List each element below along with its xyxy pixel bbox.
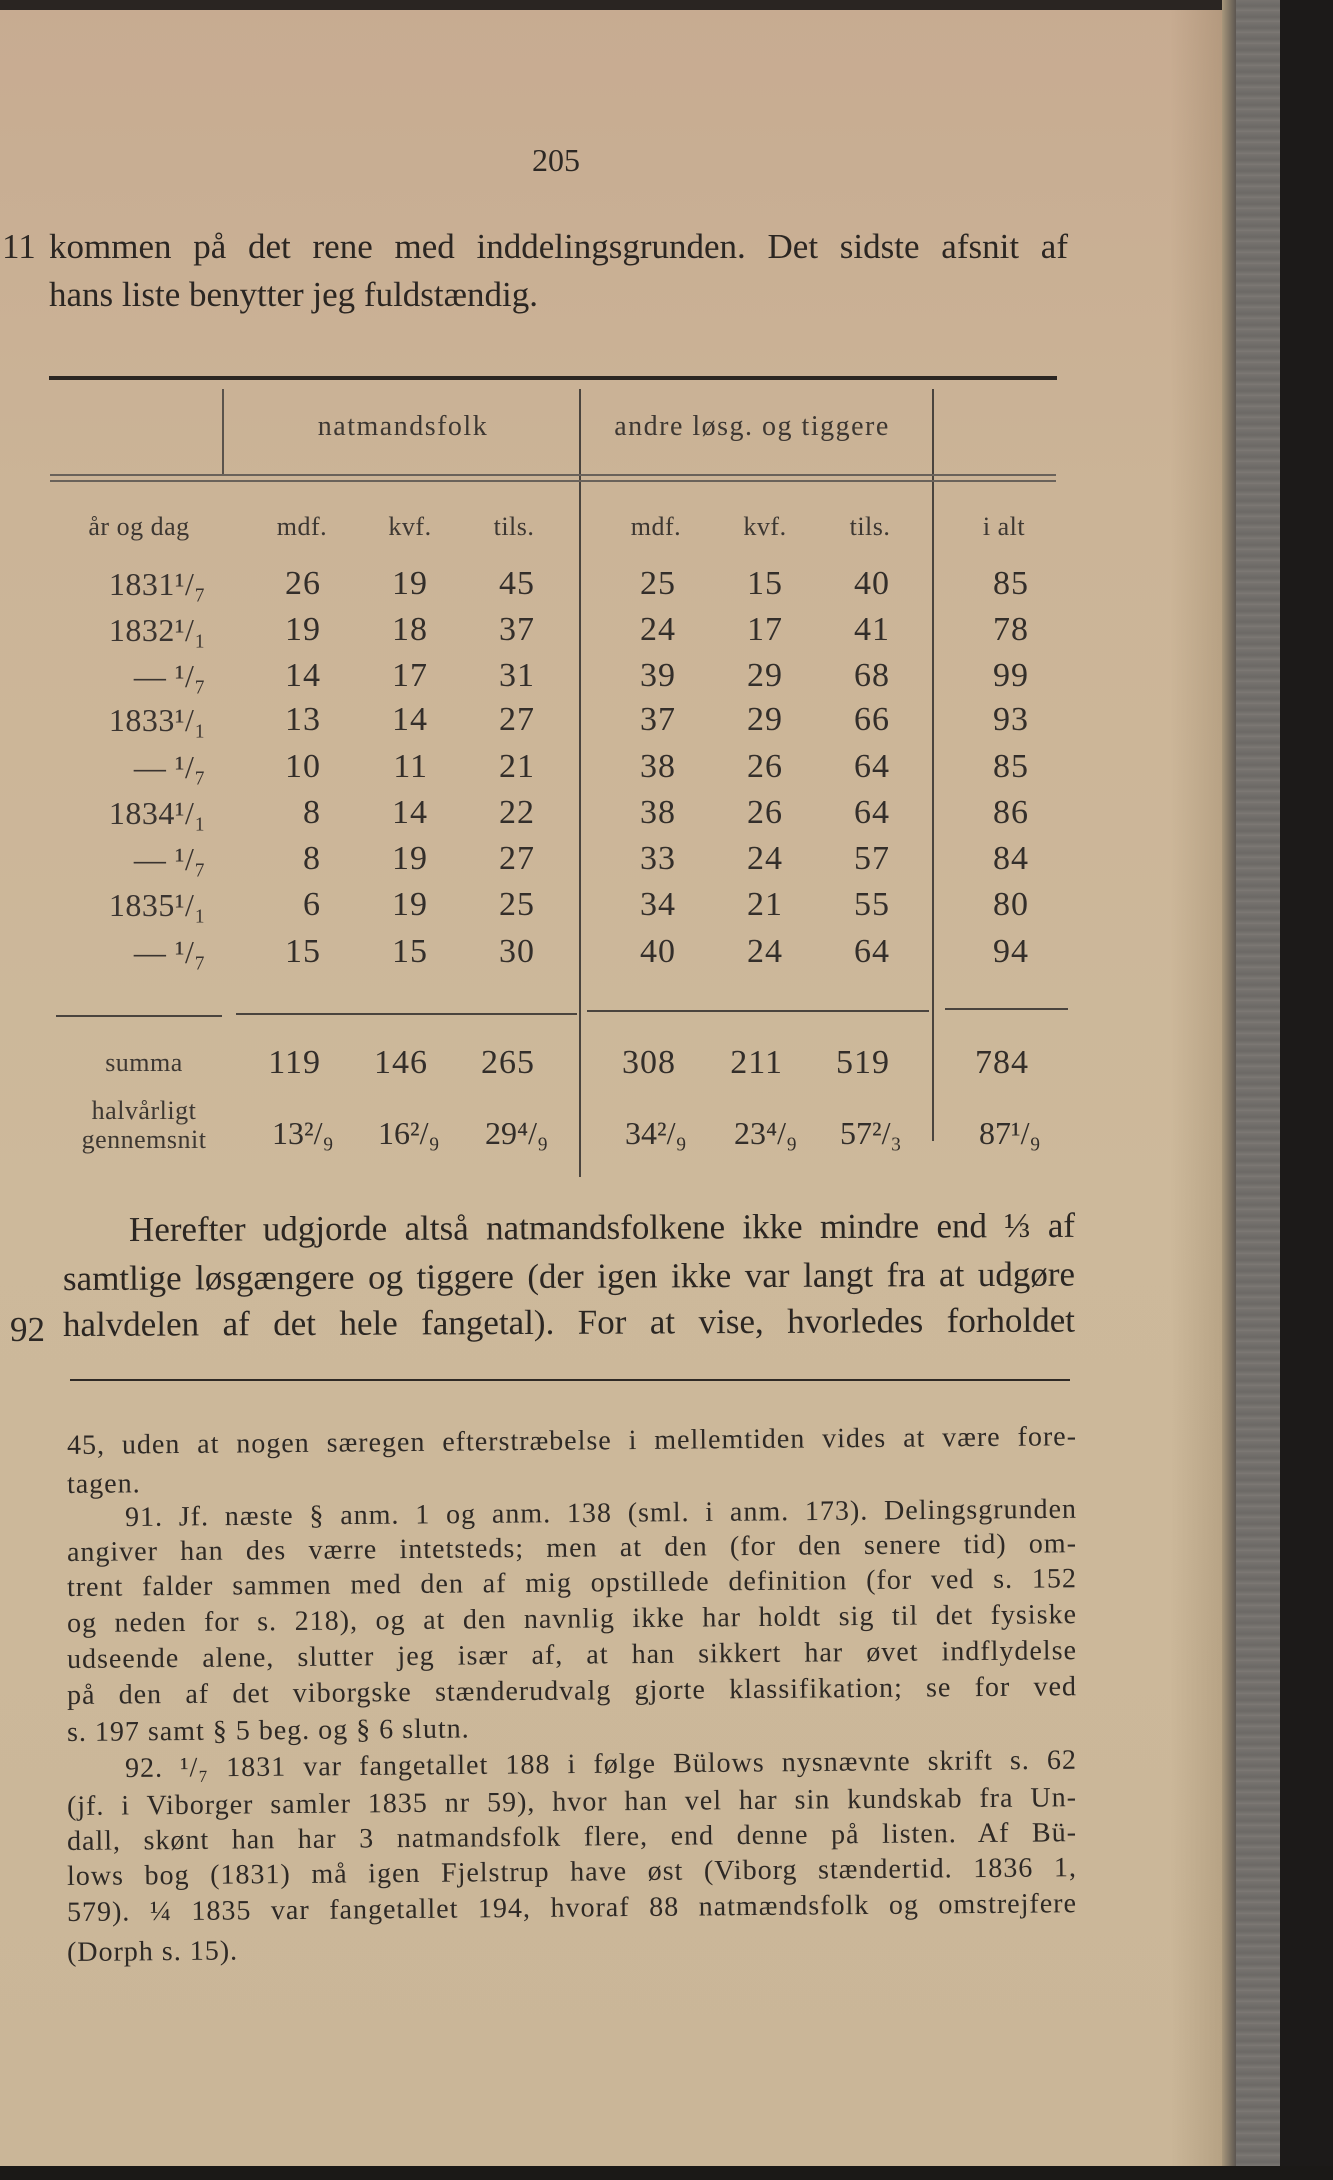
table-cell: 40 xyxy=(854,565,890,602)
table-cell: 14 xyxy=(285,657,321,694)
table-cell: 14 xyxy=(392,701,428,738)
table-cell: 25 xyxy=(640,565,676,602)
table-cell: 66 xyxy=(854,701,890,738)
table-row xyxy=(0,700,1333,740)
footnote-line: (Dorph s. 15). xyxy=(66,1935,239,1968)
table-cell: 37 xyxy=(499,611,535,648)
column-header-total: i alt xyxy=(982,512,1026,541)
column-header-mdf: mdf. xyxy=(276,512,328,541)
footnote-line: angiver han des værre intetsteds; men at den (for den senere tid) om- xyxy=(66,1528,1078,1568)
average-cell: 34²/₉ xyxy=(625,1115,687,1151)
column-header-tils: tils. xyxy=(849,512,891,541)
table-cell: 57 xyxy=(854,840,890,877)
table-cell: 18 xyxy=(392,611,428,648)
table-cell: 31 xyxy=(499,657,535,694)
row-date: 1835¹/₁ xyxy=(108,887,206,923)
paragraph-line: samtlige løsgængere og tiggere (der igen ikke var langt fra at udgøre xyxy=(62,1254,1076,1298)
table-cell: 84 xyxy=(993,840,1029,877)
table-cell: 8 xyxy=(303,794,321,831)
table-cell: 80 xyxy=(993,886,1029,923)
table-cell: 64 xyxy=(854,933,890,970)
table-cell: 22 xyxy=(499,794,535,831)
column-header-mdf: mdf. xyxy=(630,512,682,541)
table-cell: 19 xyxy=(392,565,428,602)
table-cell: 27 xyxy=(499,840,535,877)
average-cell: 13²/₉ xyxy=(272,1115,334,1151)
table-cell: 78 xyxy=(993,611,1029,648)
table-cell: 27 xyxy=(499,701,535,738)
margin-note-ref: 92 xyxy=(10,1310,45,1349)
table-cell: 21 xyxy=(499,748,535,785)
column-header-kvf: kvf. xyxy=(743,512,787,541)
table-cell: 45 xyxy=(499,565,535,602)
footnote-line: 91. Jf. næste § anm. 1 og anm. 138 (sml. i anm. 173). Delingsgrunden xyxy=(124,1493,1078,1533)
group-header-natmandsfolk: natmandsfolk xyxy=(317,411,489,442)
table-cell: 17 xyxy=(392,657,428,694)
sum-separator xyxy=(56,1015,222,1017)
table-cell: 68 xyxy=(854,657,890,694)
table-cell: 64 xyxy=(854,748,890,785)
summa-cell: 519 xyxy=(836,1044,890,1081)
table-cell: 15 xyxy=(747,565,783,602)
row-date: 1833¹/₁ xyxy=(108,702,206,738)
summa-cell: 265 xyxy=(481,1044,535,1081)
table-cell: 13 xyxy=(285,701,321,738)
table-row xyxy=(0,932,1333,972)
table-row xyxy=(0,839,1333,879)
table-cell: 93 xyxy=(993,701,1029,738)
table-cell: 6 xyxy=(303,886,321,923)
table-cell: 14 xyxy=(392,794,428,831)
footnote-line: 45, uden at nogen særegen efterstræbelse i mellemtiden vides at være fore- xyxy=(66,1421,1078,1461)
table-cell: 39 xyxy=(640,657,676,694)
table-cell: 29 xyxy=(747,701,783,738)
table-cell: 30 xyxy=(499,933,535,970)
table-cell: 34 xyxy=(640,886,676,923)
average-cell: 57²/₃ xyxy=(840,1115,902,1151)
table-cell: 26 xyxy=(285,565,321,602)
table-row xyxy=(0,793,1333,833)
table-cell: 11 xyxy=(393,748,428,785)
row-date: — ¹/₇ xyxy=(133,749,206,785)
table-cell: 10 xyxy=(285,748,321,785)
average-cell: 16²/₉ xyxy=(378,1115,440,1151)
sum-separator xyxy=(236,1013,577,1015)
page-top-edge xyxy=(0,0,1222,10)
table-vertical-rule xyxy=(222,389,224,475)
table-cell: 19 xyxy=(392,840,428,877)
table-row xyxy=(0,656,1333,696)
footnote-line: 92. ¹/₇ 1831 var fangetallet 188 i følge Bülows nysnævnte skrift s. 62 xyxy=(124,1744,1078,1784)
sum-separator xyxy=(587,1010,929,1012)
table-cell: 25 xyxy=(499,886,535,923)
summa-label: summa xyxy=(105,1048,183,1077)
summa-row xyxy=(0,1043,1333,1083)
intro-line: kommen på det rene med inddelingsgrunden. Det sidste afsnit af xyxy=(49,227,1068,266)
table-row xyxy=(0,610,1333,650)
footnote-line: på den af det viborgske stænderudvalg gjorte klassifikation; se for ved xyxy=(66,1671,1078,1711)
footnote-line: udseende alene, slutter jeg især af, at han sikkert har øvet indflydelse xyxy=(66,1635,1078,1675)
summa-cell: 308 xyxy=(622,1044,676,1081)
table-cell: 8 xyxy=(303,840,321,877)
table-cell: 26 xyxy=(747,794,783,831)
table-top-rule xyxy=(49,376,1057,380)
row-date: 1834¹/₁ xyxy=(108,795,206,831)
sum-separator xyxy=(945,1008,1068,1010)
average-cell: 23⁴/₉ xyxy=(734,1115,798,1151)
table-cell: 24 xyxy=(640,611,676,648)
summa-cell: 119 xyxy=(268,1044,321,1081)
footnote-line: tagen. xyxy=(66,1468,141,1500)
table-double-rule xyxy=(50,474,1056,476)
table-row xyxy=(0,885,1333,925)
table-cell: 24 xyxy=(747,840,783,877)
table-cell: 19 xyxy=(392,886,428,923)
table-cell: 85 xyxy=(993,565,1029,602)
table-row xyxy=(0,747,1333,787)
margin-note-ref: 11 xyxy=(2,227,36,266)
average-label: halvårligt xyxy=(91,1096,197,1125)
footnote-line: lows bog (1831) må igen Fjelstrup have øst (Viborg stændertid. 1836 1, xyxy=(66,1852,1078,1892)
row-date: 1831¹/₇ xyxy=(108,566,206,602)
summa-cell: 784 xyxy=(975,1044,1029,1081)
binding-dark-edge xyxy=(1280,0,1333,2180)
table-cell: 38 xyxy=(640,748,676,785)
average-label: gennemsnit xyxy=(81,1125,207,1154)
table-cell: 17 xyxy=(747,611,783,648)
table-cell: 26 xyxy=(747,748,783,785)
page-number: 205 xyxy=(532,142,580,178)
summa-cell: 146 xyxy=(374,1044,428,1081)
binding-shadow xyxy=(1222,0,1236,2180)
group-header-others: andre løsg. og tiggere xyxy=(614,411,890,442)
row-date: — ¹/₇ xyxy=(133,658,206,694)
paragraph-line: halvdelen af det hele fangetal). For at vise, hvorledes forholdet xyxy=(62,1300,1076,1344)
column-header-date: år og dag xyxy=(88,512,190,541)
table-cell: 21 xyxy=(747,886,783,923)
footnote-line: s. 197 samt § 5 beg. og § 6 slutn. xyxy=(66,1713,470,1748)
page-bottom-edge xyxy=(0,2166,1333,2180)
table-cell: 37 xyxy=(640,701,676,738)
intro-line: hans liste benytter jeg fuldstændig. xyxy=(49,275,538,314)
footnote-line: (jf. i Viborger samler 1835 nr 59), hvor han vel har sin kundskab fra Un- xyxy=(66,1782,1078,1822)
table-cell: 15 xyxy=(285,933,321,970)
table-cell: 38 xyxy=(640,794,676,831)
paragraph-line: Herefter udgjorde altså natmandsfolkene ikke mindre end ⅓ af xyxy=(128,1205,1076,1249)
table-cell: 24 xyxy=(747,933,783,970)
footnote-line: dall, skønt han har 3 natmandsfolk flere, end denne på listen. Af Bü- xyxy=(66,1817,1078,1857)
table-cell: 33 xyxy=(640,840,676,877)
table-double-rule xyxy=(50,480,1056,482)
table-cell: 86 xyxy=(993,794,1029,831)
footnote-line: 579). ¼ 1835 var fangetallet 194, hvoraf 88 natmændsfolk og omstrejfere xyxy=(66,1888,1078,1928)
row-date: — ¹/₇ xyxy=(133,934,206,970)
table-cell: 94 xyxy=(993,933,1029,970)
average-cell: 87¹/₉ xyxy=(979,1115,1041,1151)
table-cell: 15 xyxy=(392,933,428,970)
table-cell: 64 xyxy=(854,794,890,831)
binding-cloth xyxy=(1236,0,1280,2180)
summa-cell: 211 xyxy=(730,1044,783,1081)
table-cell: 40 xyxy=(640,933,676,970)
table-cell: 41 xyxy=(854,611,890,648)
footnote-line: trent falder sammen med den af mig opstillede definition (for ved s. 152 xyxy=(66,1563,1078,1603)
table-cell: 29 xyxy=(747,657,783,694)
column-header-tils: tils. xyxy=(493,512,535,541)
footnote-line: og neden for s. 218), og at den navnlig ikke har holdt sig til det fysiske xyxy=(66,1599,1078,1639)
table-cell: 19 xyxy=(285,611,321,648)
row-date: 1832¹/₁ xyxy=(108,612,206,648)
table-cell: 99 xyxy=(993,657,1029,694)
footnote-separator xyxy=(70,1379,1070,1381)
table-row xyxy=(0,564,1333,604)
table-cell: 55 xyxy=(854,886,890,923)
column-header-kvf: kvf. xyxy=(388,512,432,541)
table-cell: 85 xyxy=(993,748,1029,785)
average-row xyxy=(0,1113,1333,1153)
row-date: — ¹/₇ xyxy=(133,841,206,877)
average-cell: 29⁴/₉ xyxy=(485,1115,549,1151)
